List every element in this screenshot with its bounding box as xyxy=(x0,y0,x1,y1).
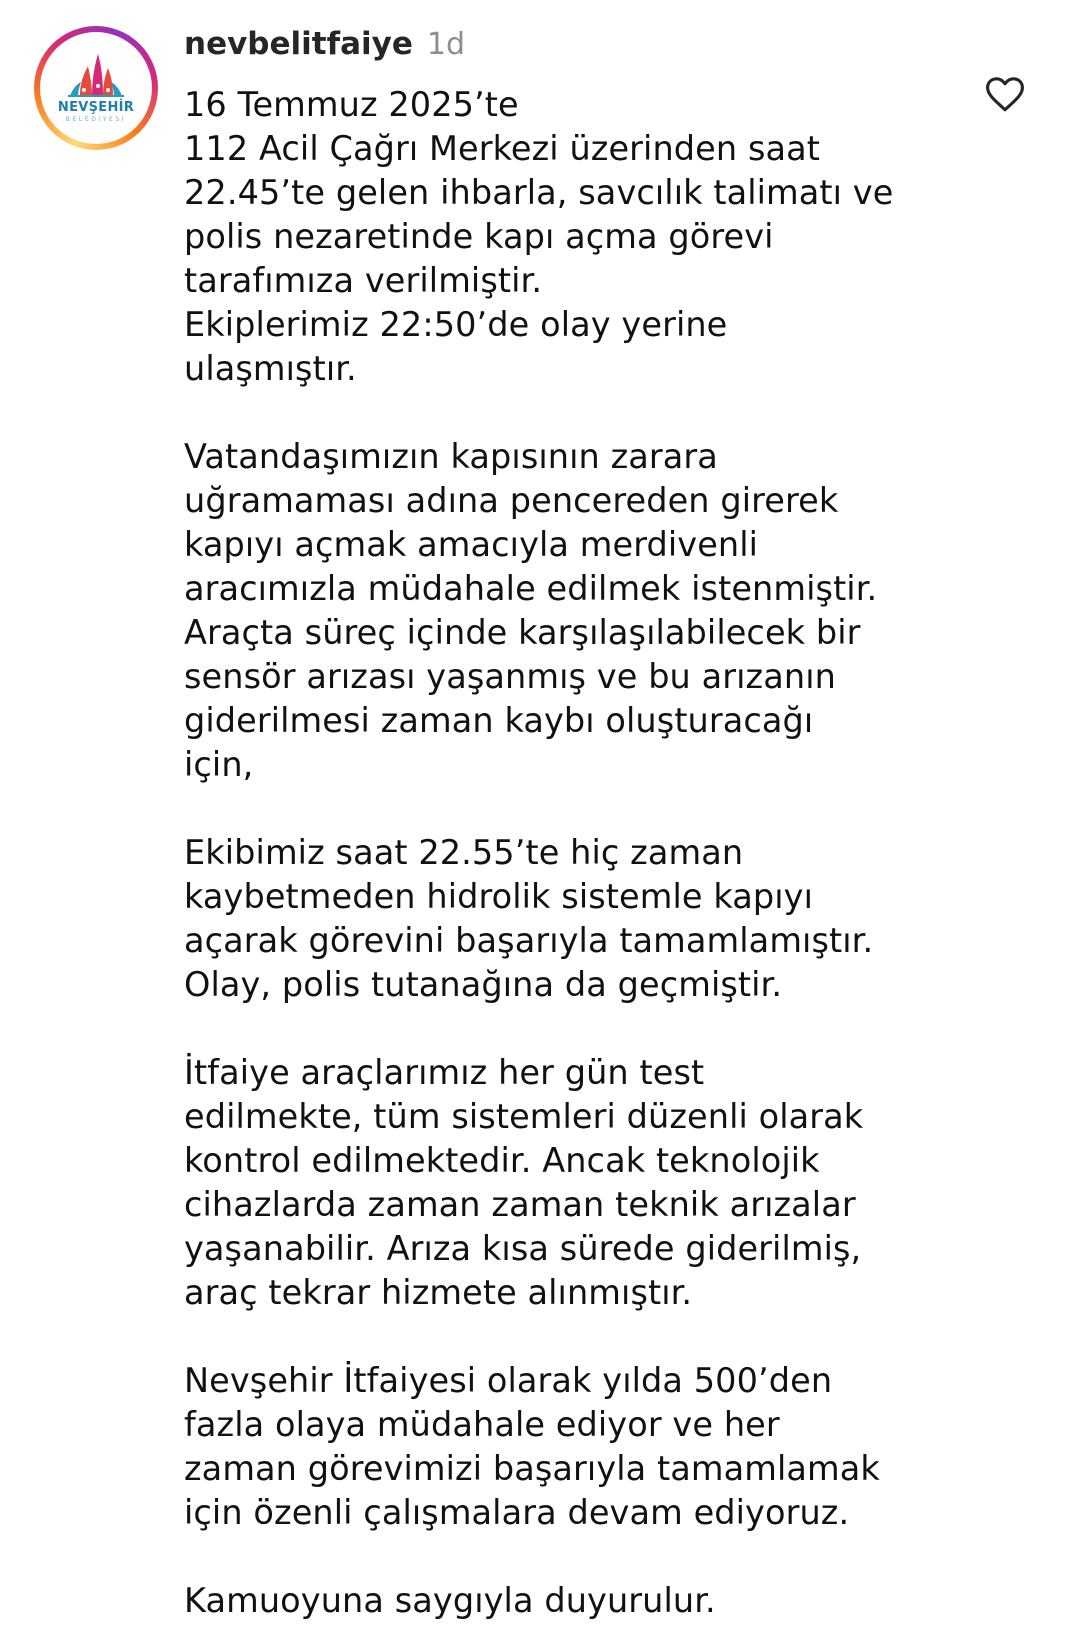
comment-text-line: için, xyxy=(184,745,254,784)
comment-text-line: aracımızla müdahale edilmek istenmiştir. xyxy=(184,569,878,608)
comment-paragraph xyxy=(184,1579,964,1623)
comment-text-line: 22.45’te gelen ihbarla, savcılık talimatı ve xyxy=(184,173,894,212)
comment-text-line: 16 Temmuz 2025’te xyxy=(184,85,519,124)
avatar[interactable] xyxy=(40,32,152,144)
comment-text-line: ulaşmıştır. xyxy=(184,349,357,388)
comment-paragraph xyxy=(184,1359,964,1535)
comment-text-line: polis nezaretinde kapı açma görevi xyxy=(184,217,774,256)
comment-text-line: 112 Acil Çağrı Merkezi üzerinden saat xyxy=(184,129,820,168)
comment-text-line: için özenli çalışmalara devam ediyoruz. xyxy=(184,1493,850,1532)
comment-text-line: cihazlarda zaman zaman teknik arızalar xyxy=(184,1185,856,1224)
comment-text-line: Ekibimiz saat 22.55’te hiç zaman xyxy=(184,833,744,872)
comment-text-line: kaybetmeden hidrolik sistemle kapıyı xyxy=(184,877,813,916)
comment-text-line: tarafımıza verilmiştir. xyxy=(184,261,543,300)
comment-text-line: yaşanabilir. Arıza kısa sürede giderilmiş, xyxy=(184,1229,862,1268)
comment-text-line: İtfaiye araçlarımız her gün test xyxy=(184,1053,705,1092)
comment-text-line: edilmekte, tüm sistemleri düzenli olarak xyxy=(184,1097,864,1136)
heart-outline-icon xyxy=(982,72,1028,116)
comment-text-line: Olay, polis tutanağına da geçmiştir. xyxy=(184,965,783,1004)
nevsehir-logo-icon xyxy=(40,32,152,144)
comment-paragraph xyxy=(184,831,964,1007)
username-link[interactable]: nevbelitfaiye xyxy=(184,26,413,62)
comment-text-line: araç tekrar hizmete alınmıştır. xyxy=(184,1273,693,1312)
comment-text-line: Ekiplerimiz 22:50’de olay yerine xyxy=(184,305,728,344)
comment-text-line: sensör arızası yaşanmış ve bu arızanın xyxy=(184,657,836,696)
comment-body xyxy=(184,83,964,1623)
comment-text-line: giderilmesi zaman kaybı oluşturacağı xyxy=(184,701,814,740)
comment-paragraph xyxy=(184,1051,964,1315)
comment-text-line: açarak görevini başarıyla tamamlamıştır. xyxy=(184,921,874,960)
comment-text-line: kapıyı açmak amacıyla merdivenli xyxy=(184,525,759,564)
comment-text-line: kontrol edilmektedir. Ancak teknolojik xyxy=(184,1141,820,1180)
comment-header xyxy=(184,26,465,70)
comment-text-line: zaman görevimizi başarıyla tamamlamak xyxy=(184,1449,880,1488)
comment-text-line: fazla olaya müdahale ediyor ve her xyxy=(184,1405,780,1444)
comment-text-line: Araçta süreç içinde karşılaşılabilecek bir xyxy=(184,613,861,652)
comment-text-line: Kamuoyuna saygıyla duyurulur. xyxy=(184,1581,716,1620)
avatar-story-ring[interactable] xyxy=(34,26,158,150)
comment-text-line: Vatandaşımızın kapısının zarara xyxy=(184,437,718,476)
comment-text-line: Nevşehir İtfaiyesi olarak yılda 500’den xyxy=(184,1361,833,1400)
like-button[interactable] xyxy=(982,72,1028,116)
comment-paragraph xyxy=(184,83,964,391)
comment-paragraph xyxy=(184,435,964,787)
comment-text-line: uğramaması adına pencereden girerek xyxy=(184,481,839,520)
logo-wordmark: NEVŞEHİR xyxy=(57,100,135,115)
timestamp: 1d xyxy=(426,27,465,62)
logo-subtitle: BELEDİYESİ xyxy=(65,116,127,123)
